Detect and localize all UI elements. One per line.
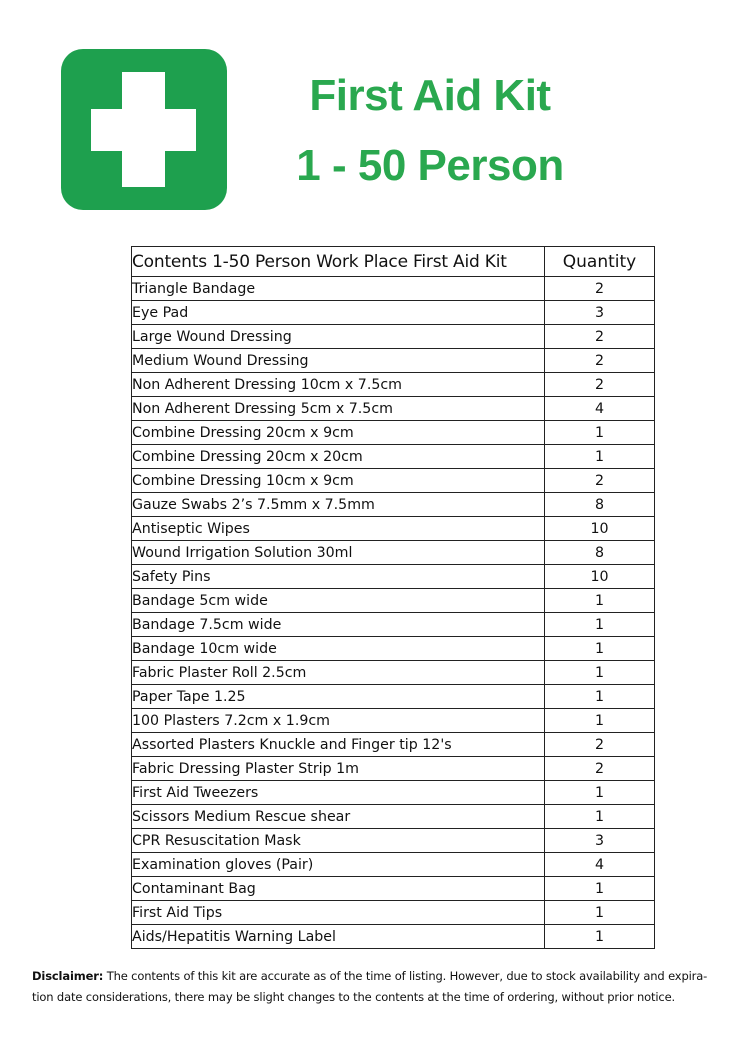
- page-subtitle: 1 - 50 Person: [296, 141, 564, 190]
- item-name: Scissors Medium Rescue shear: [132, 805, 545, 829]
- item-name: Fabric Plaster Roll 2.5cm: [132, 661, 545, 685]
- item-name: First Aid Tweezers: [132, 781, 545, 805]
- table-row: [132, 469, 655, 493]
- table-row: [132, 589, 655, 613]
- item-name: 100 Plasters 7.2cm x 1.9cm: [132, 709, 545, 733]
- table-row: [132, 301, 655, 325]
- item-name: Non Adherent Dressing 10cm x 7.5cm: [132, 373, 545, 397]
- item-name: Bandage 7.5cm wide: [132, 613, 545, 637]
- item-name: Assorted Plasters Knuckle and Finger tip 12's: [132, 733, 545, 757]
- table-row: [132, 685, 655, 709]
- table-row: [132, 325, 655, 349]
- table-row: [132, 613, 655, 637]
- item-name: Fabric Dressing Plaster Strip 1m: [132, 757, 545, 781]
- item-quantity: 2: [545, 277, 655, 301]
- table-row: [132, 349, 655, 373]
- disclaimer-text: The contents of this kit are accurate as of the time of listing. However, due to stock availability and expira-tion date considerations, there may be slight changes to the contents at the time of ordering, without prior notice.: [32, 969, 708, 1004]
- table-row: [132, 493, 655, 517]
- item-quantity: 1: [545, 613, 655, 637]
- item-name: Large Wound Dressing: [132, 325, 545, 349]
- item-quantity: 2: [545, 349, 655, 373]
- item-name: Safety Pins: [132, 565, 545, 589]
- table-row: [132, 781, 655, 805]
- table-row: [132, 901, 655, 925]
- table-row: [132, 277, 655, 301]
- item-quantity: 2: [545, 373, 655, 397]
- item-quantity: 8: [545, 541, 655, 565]
- item-name: Wound Irrigation Solution 30ml: [132, 541, 545, 565]
- table-row: [132, 853, 655, 877]
- item-name: Gauze Swabs 2’s 7.5mm x 7.5mm: [132, 493, 545, 517]
- item-name: Paper Tape 1.25: [132, 685, 545, 709]
- item-quantity: 1: [545, 877, 655, 901]
- item-name: Combine Dressing 10cm x 9cm: [132, 469, 545, 493]
- column-header-quantity: Quantity: [545, 247, 655, 277]
- table-row: [132, 373, 655, 397]
- table-row: [132, 709, 655, 733]
- disclaimer-label: Disclaimer:: [32, 969, 104, 983]
- table-row: [132, 733, 655, 757]
- item-quantity: 1: [545, 901, 655, 925]
- page-title: First Aid Kit: [309, 71, 551, 120]
- item-name: CPR Resuscitation Mask: [132, 829, 545, 853]
- item-name: Medium Wound Dressing: [132, 349, 545, 373]
- item-name: Triangle Bandage: [132, 277, 545, 301]
- item-name: Bandage 5cm wide: [132, 589, 545, 613]
- item-name: Examination gloves (Pair): [132, 853, 545, 877]
- first-aid-logo: [61, 49, 227, 210]
- table-row: [132, 565, 655, 589]
- item-name: Eye Pad: [132, 301, 545, 325]
- column-header-contents: Contents 1-50 Person Work Place First Aid Kit: [132, 247, 545, 277]
- item-quantity: 10: [545, 565, 655, 589]
- item-quantity: 2: [545, 469, 655, 493]
- table-header-row: [132, 247, 655, 277]
- item-quantity: 2: [545, 733, 655, 757]
- table-row: [132, 829, 655, 853]
- item-quantity: 2: [545, 325, 655, 349]
- item-quantity: 2: [545, 757, 655, 781]
- table-row: [132, 757, 655, 781]
- item-name: Bandage 10cm wide: [132, 637, 545, 661]
- item-quantity: 1: [545, 781, 655, 805]
- table-row: [132, 397, 655, 421]
- item-quantity: 1: [545, 709, 655, 733]
- item-quantity: 1: [545, 637, 655, 661]
- table-row: [132, 421, 655, 445]
- item-quantity: 1: [545, 661, 655, 685]
- table-row: [132, 661, 655, 685]
- table-row: [132, 925, 655, 949]
- item-name: Combine Dressing 20cm x 20cm: [132, 445, 545, 469]
- item-name: First Aid Tips: [132, 901, 545, 925]
- item-name: Aids/Hepatitis Warning Label: [132, 925, 545, 949]
- item-name: Combine Dressing 20cm x 9cm: [132, 421, 545, 445]
- table-row: [132, 877, 655, 901]
- table-row: [132, 445, 655, 469]
- item-quantity: 10: [545, 517, 655, 541]
- item-name: Antiseptic Wipes: [132, 517, 545, 541]
- item-quantity: 4: [545, 853, 655, 877]
- table-row: [132, 805, 655, 829]
- item-quantity: 4: [545, 397, 655, 421]
- item-name: Non Adherent Dressing 5cm x 7.5cm: [132, 397, 545, 421]
- item-quantity: 1: [545, 805, 655, 829]
- item-quantity: 1: [545, 925, 655, 949]
- disclaimer: [32, 966, 717, 1008]
- contents-table: [131, 246, 655, 949]
- item-quantity: 3: [545, 301, 655, 325]
- item-quantity: 1: [545, 685, 655, 709]
- item-quantity: 3: [545, 829, 655, 853]
- item-quantity: 1: [545, 445, 655, 469]
- table-row: [132, 637, 655, 661]
- item-quantity: 1: [545, 589, 655, 613]
- item-quantity: 8: [545, 493, 655, 517]
- item-quantity: 1: [545, 421, 655, 445]
- table-row: [132, 541, 655, 565]
- table-row: [132, 517, 655, 541]
- item-name: Contaminant Bag: [132, 877, 545, 901]
